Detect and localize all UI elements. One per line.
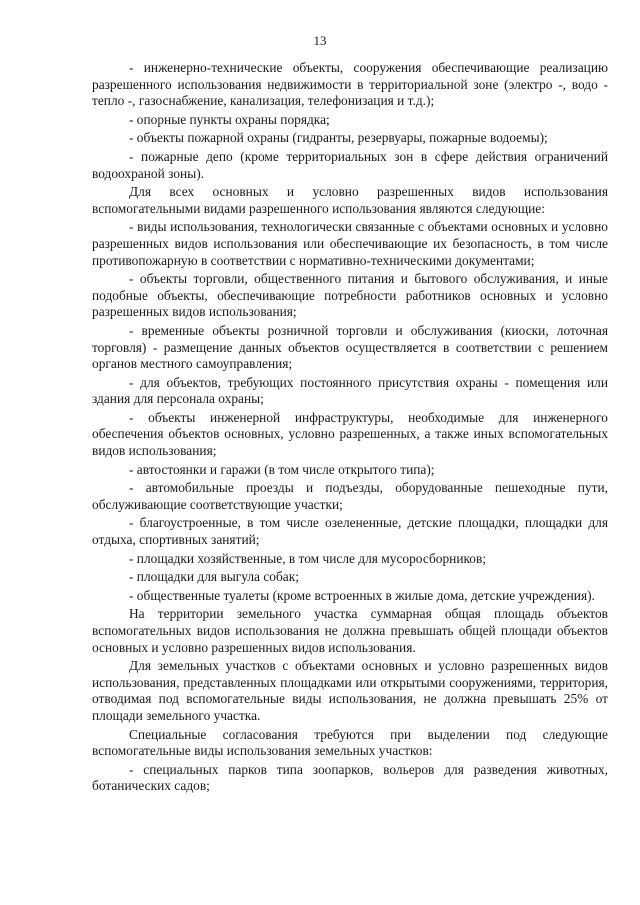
paragraph: - благоустроенные, в том числе озелененные, детские площадки, площадки для отдыха, спортивных занятий; — [92, 515, 608, 548]
paragraph: Для земельных участков с объектами основных и условно разрешенных видов использования, представленных площадками или открытыми сооружениями, территория, отводимая под вспомогательные виды использования, не должна превышать 25% от площади земельного участка. — [92, 658, 608, 723]
paragraph: - автомобильные проезды и подъезды, оборудованные пешеходные пути, обслуживающие соответствующие участки; — [92, 480, 608, 512]
paragraph: - объекты пожарной охраны (гидранты, резервуары, пожарные водоемы); — [129, 130, 548, 146]
paragraph: - площадки для выгула собак; — [129, 569, 299, 585]
paragraph: - общественные туалеты (кроме встроенных в жилые дома, детские учреждения). — [129, 587, 595, 603]
paragraph: - опорные пункты охраны порядка; — [129, 111, 330, 127]
paragraph: Специальные согласования требуются при выделении под следующие вспомогательные виды использования земельных участков: — [92, 726, 608, 759]
paragraph: На территории земельного участка суммарная общая площадь объектов вспомогательных видов использования не должна превышать общей площади объектов основных и условно разрешенных видов использования. — [92, 606, 608, 655]
paragraph: - объекты инженерной инфраструктуры, необходимые для инженерного обеспечения объектов основных, условно разрешенных, а также иных вспомогательных видов использования; — [92, 409, 608, 459]
page-number: 13 — [313, 33, 327, 48]
paragraph: - специальных парков типа зоопарков, вольеров для разведения животных, ботанических садов; — [92, 761, 608, 794]
paragraph: - площадки хозяйственные, в том числе для мусоросборников; — [129, 550, 487, 566]
paragraph: - для объектов, требующих постоянного присутствия охраны - помещения или здания для персонала охраны; — [92, 374, 608, 407]
paragraph: - объекты торговли, общественного питания и бытового обслуживания, и иные подобные объекты, обеспечивающие потребности работников основных и условно разрешенных видов использования; — [92, 271, 608, 320]
body-text — [92, 60, 608, 797]
paragraph: - автостоянки и гаражи (в том числе открытого типа); — [129, 461, 435, 477]
paragraph: - виды использования, технологически связанные с объектами основных и условно разрешенных видов использования или обеспечивающие их безопасность, в том числе противопожарную в соответствии с нормативно-техническими документами; — [92, 219, 608, 268]
paragraph: - временные объекты розничной торговли и обслуживания (киоски, лоточная торговля) - размещение данных объектов осуществляется в соответствии с решением органов местного самоуправления; — [92, 322, 608, 372]
paragraph: - инженерно-технические объекты, сооружения обеспечивающие реализацию разрешенного использования недвижимости в территориальной зоне (электро -, водо - тепло -, газоснабжение, канализация, телефонизация и т.д.); — [92, 60, 608, 109]
paragraph: - пожарные депо (кроме территориальных зон в сфере действия ограничений водоохраной зоны). — [92, 148, 608, 181]
paragraph: Для всех основных и условно разрешенных видов использования вспомогательными видами разрешенного использования являются следующие: — [92, 184, 608, 216]
